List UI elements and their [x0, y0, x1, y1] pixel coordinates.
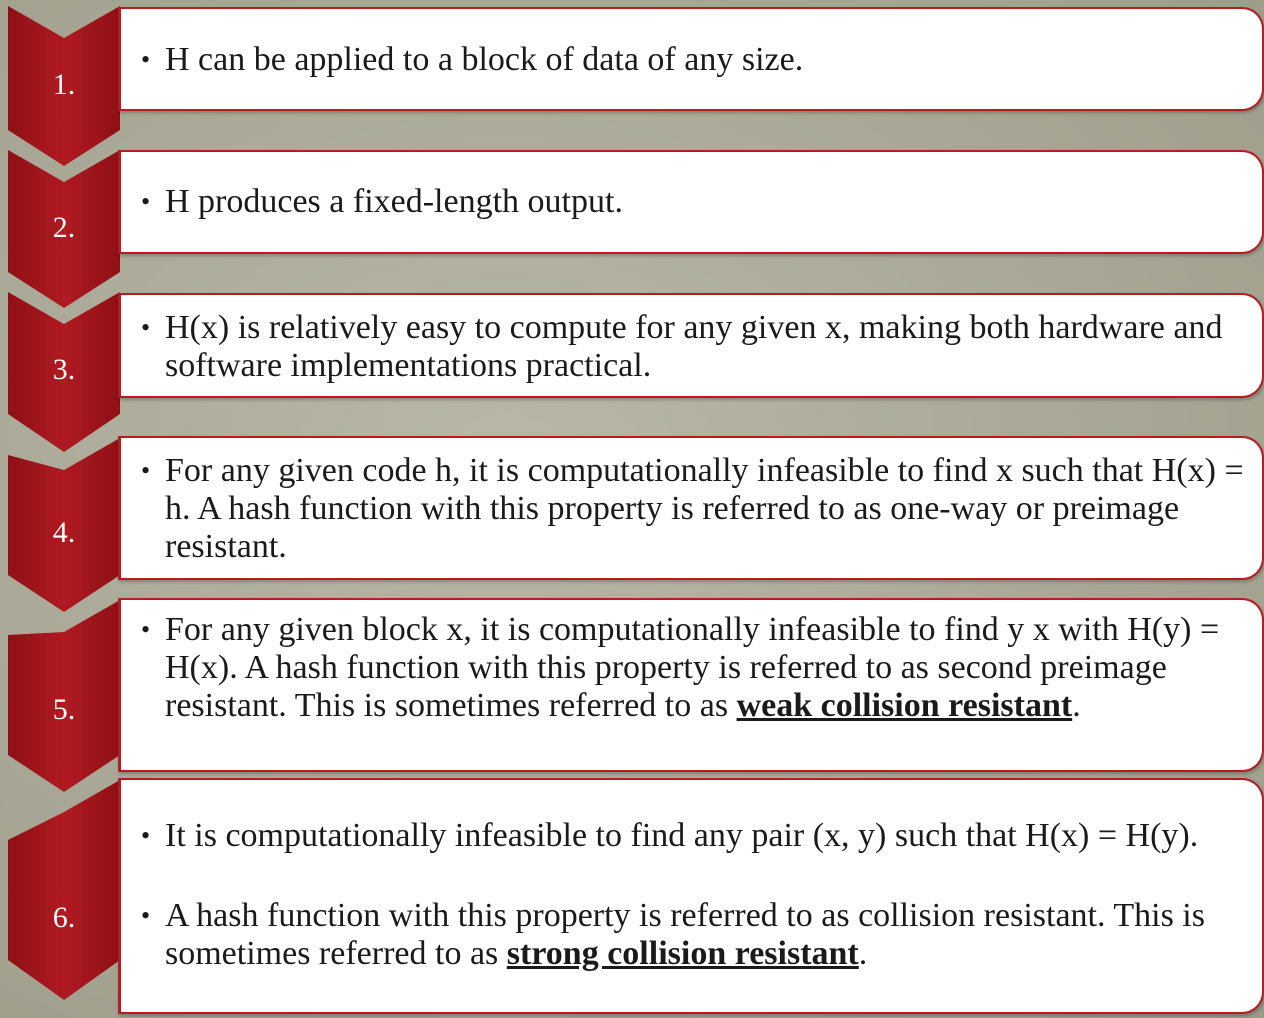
- step-3-bullet: [141, 309, 1250, 385]
- step-number-4: 4.: [52, 516, 76, 549]
- step-4-bullet: [141, 452, 1250, 566]
- step-box-5: [118, 598, 1264, 772]
- step-box-6: [118, 778, 1264, 1014]
- bullet-icon: •: [141, 187, 151, 216]
- bullet-icon: •: [141, 456, 151, 485]
- weak-collision-resistant-term: weak collision resistant: [736, 687, 1073, 724]
- bullet-icon: •: [141, 615, 151, 644]
- step-6-text-2-wrap: [165, 897, 1250, 973]
- chevron-6: [8, 780, 120, 1000]
- step-box-4: [118, 436, 1264, 580]
- strong-collision-resistant-term: strong collision resistant: [506, 935, 859, 972]
- step-6-period: .: [858, 935, 868, 972]
- step-box-2: [118, 150, 1264, 254]
- step-1-text: H can be applied to a block of data of any size.: [165, 41, 804, 78]
- step-2-text: H produces a fixed-length output.: [165, 183, 623, 220]
- step-box-3: [118, 293, 1264, 398]
- step-number-1: 1.: [52, 68, 76, 101]
- step-5-bullet: [141, 611, 1250, 725]
- step-3-text: H(x) is relatively easy to compute for any given x, making both hardware and software implementations practical.: [165, 309, 1223, 384]
- bullet-icon: •: [141, 901, 151, 930]
- step-6-text-2: A hash function with this property is referred to as collision resistant. This is sometimes referred to as: [165, 897, 1205, 972]
- bullet-icon: •: [141, 45, 151, 74]
- step-number-2: 2.: [52, 211, 76, 244]
- step-number-5: 5.: [52, 693, 76, 726]
- step-5-text: For any given block x, it is computationally infeasible to find y x with H(y) = H(x). A hash function with this property is referred to as second preimage resistant. This is sometimes referred to as: [165, 611, 1220, 724]
- step-6-bullet-1: [141, 817, 1250, 855]
- step-6-text-1: It is computationally infeasible to find any pair (x, y) such that H(x) = H(y).: [165, 817, 1199, 854]
- step-box-1: [118, 7, 1264, 111]
- step-number-6: 6.: [52, 901, 76, 934]
- step-5-text-wrap: [165, 611, 1250, 725]
- bullet-icon: •: [141, 821, 151, 850]
- step-number-3: 3.: [52, 353, 76, 386]
- step-5-period: .: [1072, 687, 1081, 724]
- bullet-icon: •: [141, 313, 151, 342]
- step-1-bullet: [141, 41, 1250, 79]
- step-4-text: For any given code h, it is computationally infeasible to find x such that H(x) = h. A hash function with this property is referred to as one-way or preimage resistant.: [165, 452, 1244, 565]
- step-6-bullet-2: [141, 897, 1250, 973]
- step-2-bullet: [141, 183, 1250, 221]
